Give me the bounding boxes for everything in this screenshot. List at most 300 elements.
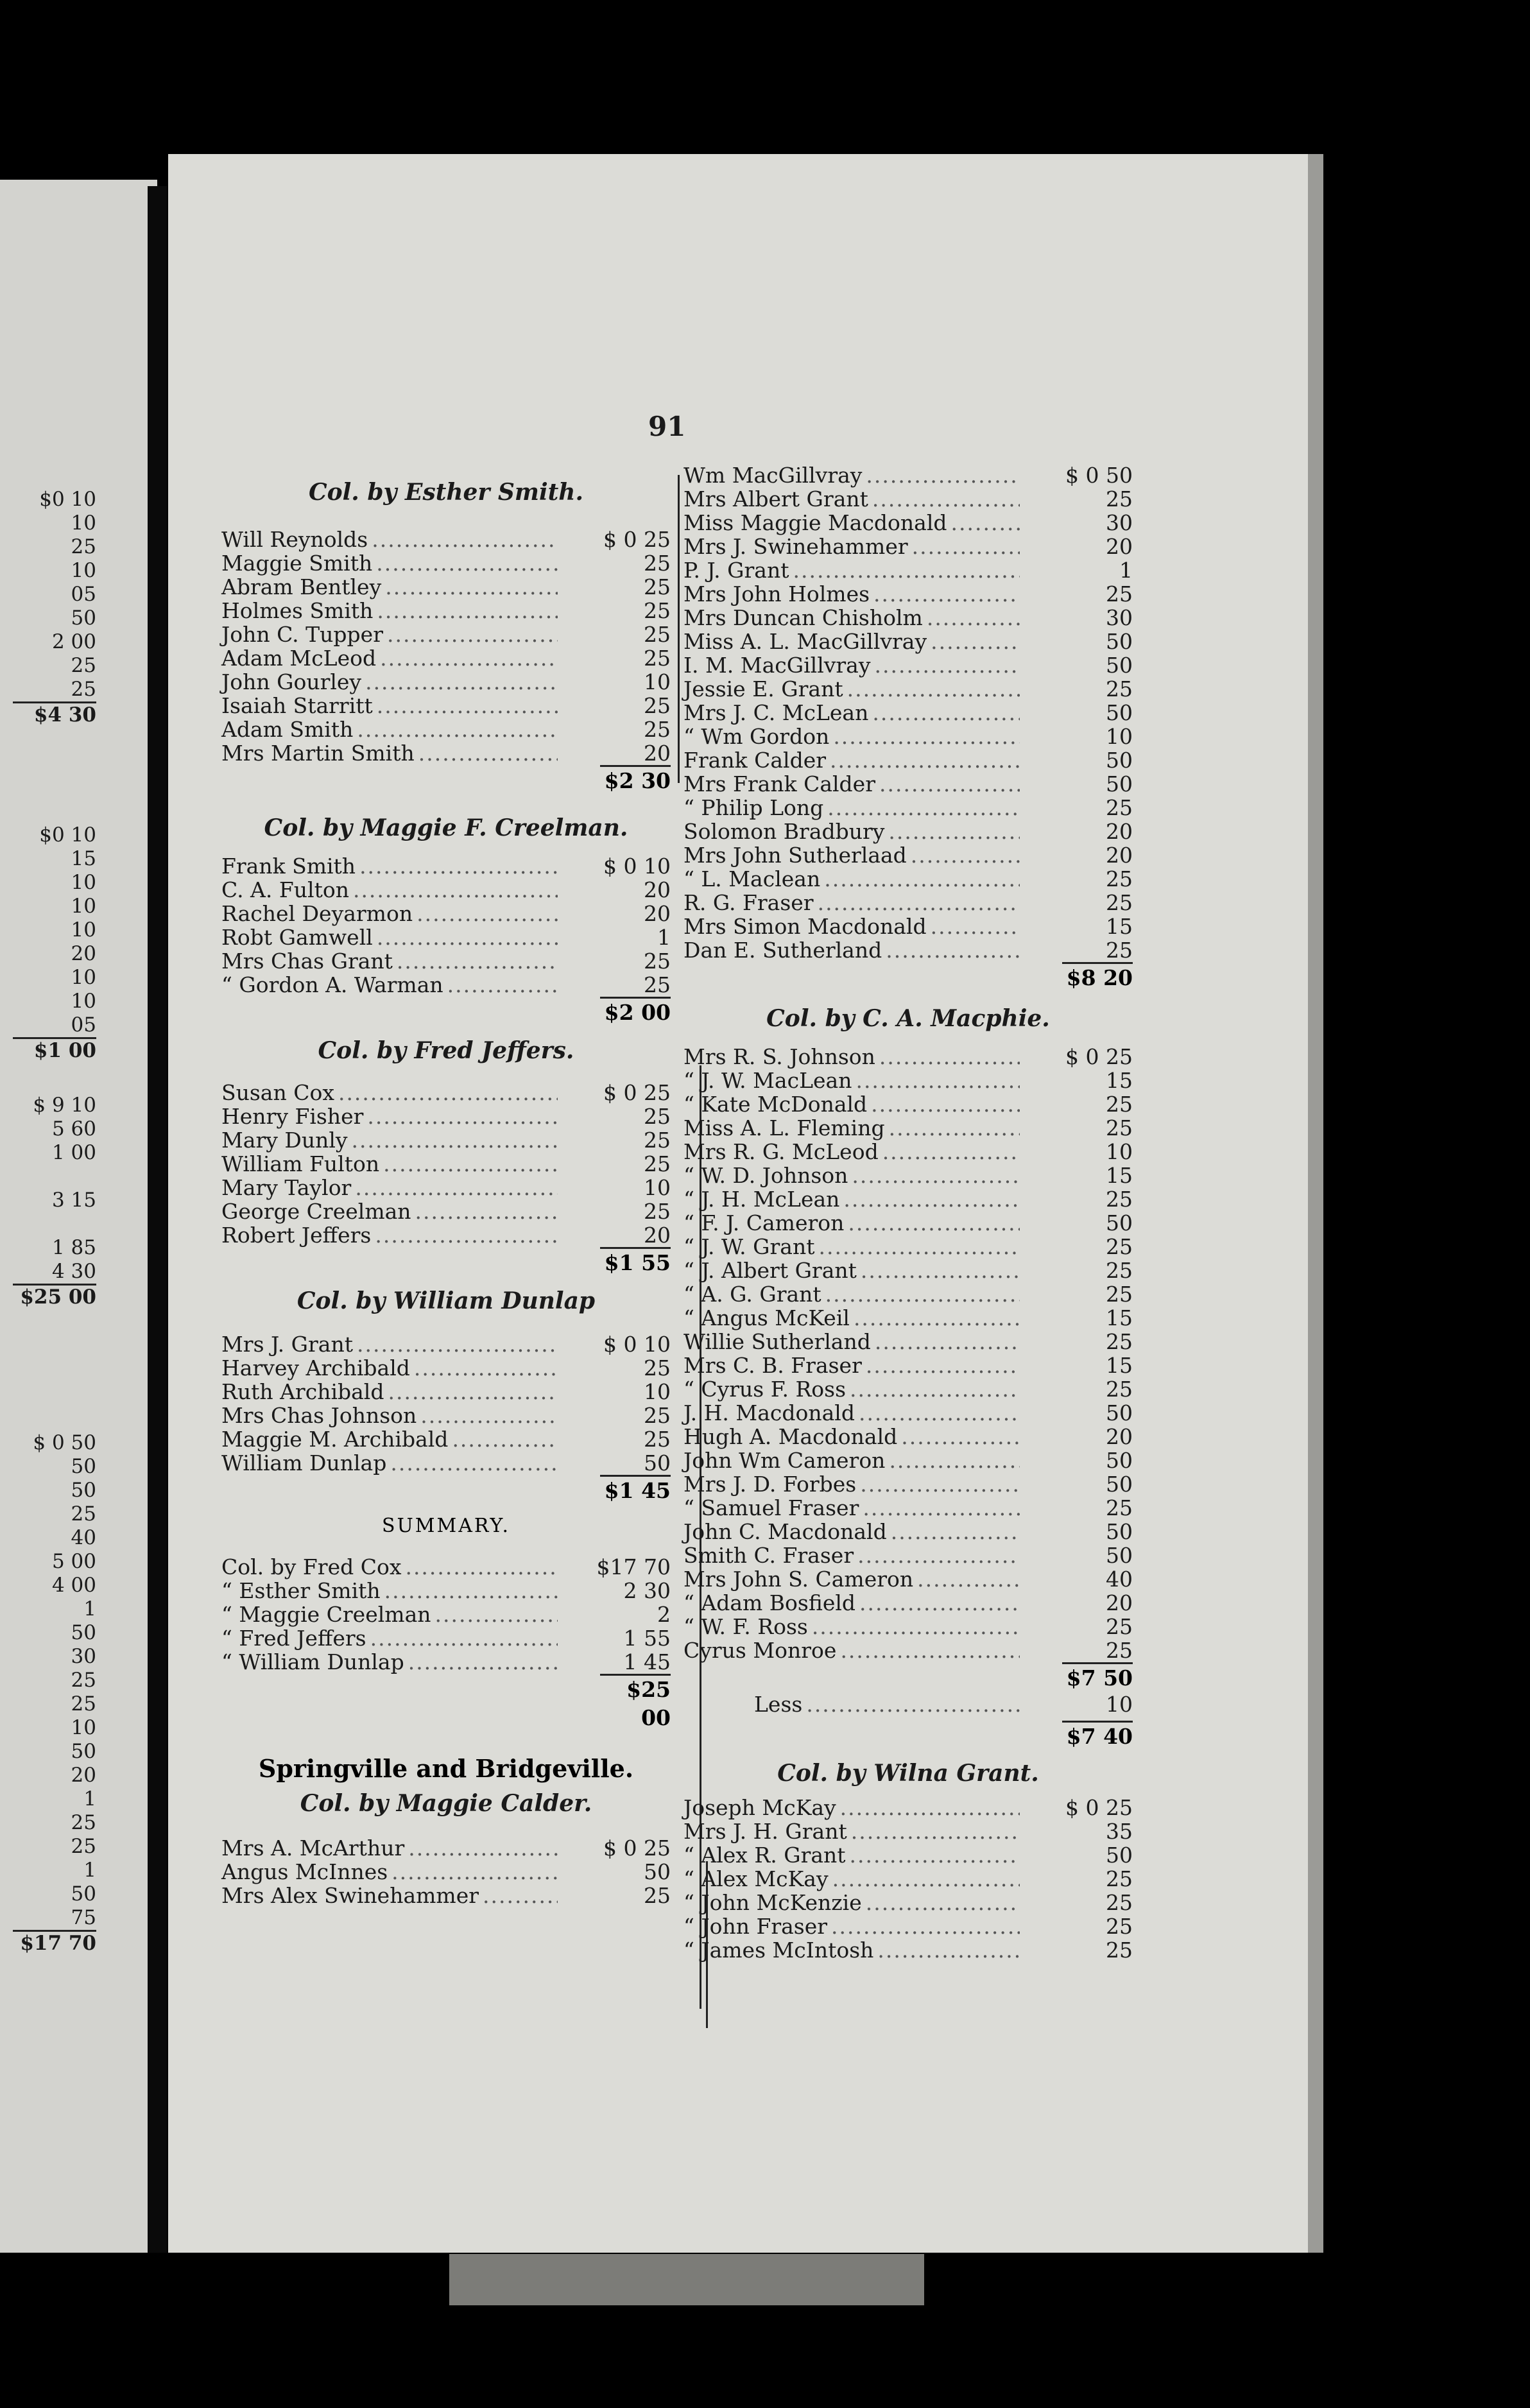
leader-dots — [912, 535, 1020, 558]
list-item — [683, 1401, 1133, 1425]
donation-amount: 50 — [1106, 653, 1133, 678]
leader-dots — [372, 528, 558, 551]
donor-name: William Dunlap — [221, 1450, 387, 1475]
donation-amount: 25 — [644, 717, 671, 742]
donation-amount: 10 — [644, 1379, 671, 1404]
wilna-list — [683, 1796, 1133, 1962]
donation-amount: 25 — [1106, 486, 1133, 512]
donation-amount: 50 — [1106, 1210, 1133, 1235]
donation-amount: 20 — [1106, 1424, 1133, 1449]
fred-jeffers-list — [221, 1081, 671, 1247]
donor-name: Miss Maggie Macdonald — [683, 510, 947, 535]
donation-amount: 2 — [657, 1602, 671, 1627]
donation-amount: 25 — [644, 598, 671, 623]
donor-name: “ J. Albert Grant — [683, 1258, 857, 1283]
donation-amount: 25 — [644, 622, 671, 647]
donation-amount: 10 — [1106, 1139, 1133, 1164]
list-item — [221, 925, 671, 949]
list-item — [683, 1914, 1133, 1938]
donation-amount: 50 — [1106, 1400, 1133, 1425]
leader-dots — [840, 1796, 1020, 1819]
donor-name: Mrs A. McArthur — [221, 1836, 405, 1861]
donor-name: C. A. Fulton — [221, 877, 349, 902]
leader-dots — [879, 772, 1020, 796]
donor-name: Jessie E. Grant — [683, 676, 843, 701]
donor-name: “ J. H. McLean — [683, 1187, 840, 1212]
fragment-amount: 20 — [71, 942, 96, 965]
donor-name: Harvey Archibald — [221, 1355, 410, 1380]
donation-amount: 25 — [1106, 1866, 1133, 1891]
donation-amount: 50 — [1106, 771, 1133, 796]
donor-name: Mrs J. Grant — [221, 1332, 353, 1357]
donation-amount: 25 — [1106, 1938, 1133, 1963]
fragment-amount: 5 00 — [51, 1550, 96, 1573]
list-item — [221, 1105, 671, 1128]
leader-dots — [818, 891, 1020, 915]
donor-name: “ John Fraser — [683, 1914, 828, 1939]
list-item — [683, 1520, 1133, 1544]
donation-amount: 20 — [644, 1223, 671, 1248]
fragment-amount: 10 — [71, 1716, 96, 1739]
fragment-amount: 30 — [71, 1645, 96, 1668]
leader-dots — [859, 1401, 1020, 1425]
fragment-amount: 50 — [71, 1479, 96, 1502]
donor-name: Miss A. L. MacGillvray — [683, 629, 927, 654]
donor-name: Mrs C. B. Fraser — [683, 1353, 862, 1378]
fragment-total-2: $1 00 — [13, 1037, 96, 1063]
list-item — [683, 701, 1133, 725]
fragment-amount: 50 — [71, 1740, 96, 1763]
leader-dots — [857, 1544, 1020, 1567]
leader-dots — [447, 973, 558, 997]
list-item — [221, 718, 671, 741]
donation-amount: 1 55 — [623, 1626, 671, 1651]
list-item — [221, 973, 671, 997]
fred-jeffers-total: $1 55 — [600, 1247, 671, 1277]
fragment-amount — [13, 1165, 96, 1189]
donor-name: “ L. Maclean — [683, 866, 821, 891]
leader-dots — [917, 1567, 1020, 1591]
list-item — [683, 511, 1133, 535]
top-list-total: $8 20 — [1062, 962, 1133, 992]
donation-amount: 10 — [1106, 724, 1133, 749]
macphie-subtotal: $7 50 — [1062, 1662, 1133, 1692]
list-item — [683, 725, 1133, 748]
summary-total: $25 00 — [600, 1674, 671, 1732]
leader-dots — [824, 867, 1020, 891]
leader-dots — [875, 1330, 1020, 1354]
donor-name: Maggie M. Archibald — [221, 1427, 449, 1452]
leader-dots — [863, 1496, 1020, 1520]
donor-name: Maggie Smith — [221, 551, 373, 576]
list-item — [683, 1330, 1133, 1354]
list-item — [683, 1211, 1133, 1235]
fragment-amount: 25 — [71, 1835, 96, 1858]
donation-amount: 25 — [1106, 890, 1133, 915]
leader-dots — [871, 1092, 1020, 1116]
list-item — [683, 1306, 1133, 1330]
leader-dots — [866, 463, 1020, 487]
leader-dots — [812, 1615, 1020, 1638]
donation-amount: 50 — [644, 1859, 671, 1884]
macphie-total: $7 40 — [1062, 1721, 1133, 1751]
list-item — [221, 694, 671, 718]
leader-dots — [355, 1176, 558, 1200]
donation-amount: 35 — [1106, 1819, 1133, 1844]
fragment-amount: 10 — [71, 559, 96, 582]
donor-name: Frank Calder — [683, 748, 826, 773]
donor-name: Mrs Simon Macdonald — [683, 914, 927, 939]
leader-dots — [391, 1860, 558, 1884]
donor-name: “ John McKenzie — [683, 1890, 862, 1915]
fragment-amount: 4 00 — [51, 1574, 96, 1597]
donor-name: R. G. Fraser — [683, 890, 814, 915]
fragment-amount: 2 00 — [51, 630, 96, 653]
william-dunlap-list — [221, 1332, 671, 1475]
list-item — [683, 1377, 1133, 1401]
donor-name: “ W. D. Johnson — [683, 1163, 848, 1188]
fragment-amount: 1 — [83, 1859, 96, 1882]
leader-dots — [875, 653, 1020, 677]
leader-dots — [405, 1555, 558, 1579]
column-divider-top — [678, 475, 680, 783]
leader-dots — [408, 1650, 558, 1674]
donation-amount: 25 — [1106, 1638, 1133, 1663]
leader-dots — [377, 599, 558, 623]
donor-name: “ Maggie Creelman — [221, 1602, 431, 1627]
fragment-total-3: $25 00 — [13, 1284, 96, 1309]
leader-dots — [847, 677, 1020, 701]
list-item — [683, 891, 1133, 915]
donor-name: Mrs R. S. Johnson — [683, 1044, 875, 1069]
leader-dots — [375, 1223, 558, 1247]
list-item — [221, 1380, 671, 1404]
donation-amount: 25 — [1106, 1495, 1133, 1520]
list-item — [683, 1187, 1133, 1211]
leader-dots — [872, 487, 1020, 511]
leader-dots — [866, 1891, 1020, 1914]
donation-amount: 50 — [1106, 629, 1133, 654]
donor-name: Adam McLeod — [221, 646, 377, 671]
donation-amount: $ 0 25 — [603, 527, 671, 552]
leader-dots — [365, 670, 558, 694]
leader-dots — [417, 902, 558, 925]
donation-amount: 10 — [644, 669, 671, 694]
donation-amount: 20 — [644, 877, 671, 902]
fragment-amount: 75 — [71, 1906, 96, 1929]
springville-title: Springville and Bridgeville. — [258, 1754, 634, 1783]
donor-name: “ J. W. Grant — [683, 1234, 815, 1259]
donation-amount: 50 — [1106, 1448, 1133, 1473]
list-item — [683, 677, 1133, 701]
donation-amount: 15 — [1106, 1305, 1133, 1330]
fragment-amount: 5 60 — [51, 1117, 96, 1140]
donor-name: Adam Smith — [221, 717, 354, 742]
donor-name: Joseph McKay — [683, 1795, 836, 1820]
leader-dots — [370, 1626, 558, 1650]
donor-name: Mrs Duncan Chisholm — [683, 605, 923, 630]
page-number: 91 — [648, 411, 686, 442]
donor-name: Mrs J. D. Forbes — [683, 1472, 857, 1497]
fragment-amount: 10 — [71, 918, 96, 942]
list-item — [683, 1938, 1133, 1962]
fragment-amount: 50 — [71, 1455, 96, 1478]
leader-dots — [889, 1449, 1020, 1472]
leader-dots — [376, 551, 558, 575]
summary-heading: SUMMARY. — [381, 1515, 511, 1537]
donor-name: Mrs John Holmes — [683, 581, 870, 606]
fragment-amount: 1 85 — [51, 1236, 96, 1259]
list-item — [683, 463, 1133, 487]
list-item — [683, 1615, 1133, 1638]
list-item — [683, 1867, 1133, 1891]
list-item — [221, 1603, 671, 1626]
leader-dots — [851, 1819, 1020, 1843]
list-item — [683, 1638, 1133, 1662]
donor-name: “ Samuel Fraser — [683, 1495, 859, 1520]
donor-name: “ Philip Long — [683, 795, 824, 820]
fragment-amount: 10 — [71, 512, 96, 535]
donor-name: Holmes Smith — [221, 598, 374, 623]
fragment-amount: 10 — [71, 966, 96, 989]
list-item — [221, 1860, 671, 1884]
fragment-amount: $ 9 10 — [33, 1094, 96, 1117]
leader-dots — [359, 854, 558, 878]
donor-name: P. J. Grant — [683, 558, 789, 583]
donor-name: “ Adam Bosfield — [683, 1590, 856, 1615]
leader-dots — [357, 718, 558, 741]
donation-amount: 25 — [644, 574, 671, 599]
donation-amount: 40 — [1106, 1567, 1133, 1592]
leader-dots — [384, 1579, 558, 1603]
donation-amount: 50 — [1106, 1843, 1133, 1868]
esther-list — [221, 528, 671, 765]
list-item — [221, 1332, 671, 1356]
fragment-amount: 1 — [83, 1787, 96, 1810]
list-item — [221, 1427, 671, 1451]
maggie-calder-list — [221, 1836, 671, 1907]
summary-list — [221, 1555, 671, 1674]
list-item — [683, 820, 1133, 843]
list-item — [221, 902, 671, 925]
donor-name: Mrs Alex Swinehammer — [221, 1883, 479, 1908]
list-item — [683, 1891, 1133, 1914]
leader-dots — [420, 1404, 558, 1427]
donor-name: Smith C. Fraser — [683, 1543, 854, 1568]
leader-dots — [843, 1187, 1020, 1211]
top-donor-list — [683, 463, 1133, 962]
fragment-group-4 — [13, 1431, 96, 1930]
leader-dots — [873, 582, 1020, 606]
list-item — [683, 1544, 1133, 1567]
list-item — [221, 1404, 671, 1427]
list-item — [221, 878, 671, 902]
leader-dots — [452, 1427, 558, 1451]
donor-name: Rachel Deyarmon — [221, 901, 413, 926]
list-item — [683, 582, 1133, 606]
donation-amount: $ 0 10 — [603, 1332, 671, 1357]
fragment-amount: 10 — [71, 990, 96, 1013]
donor-name: Mrs Albert Grant — [683, 486, 868, 512]
list-item — [221, 1650, 671, 1674]
donation-amount: 25 — [1106, 1282, 1133, 1307]
donation-amount: 20 — [644, 741, 671, 766]
donor-name: “ W. F. Ross — [683, 1614, 808, 1639]
donor-name: “ Kate McDonald — [683, 1092, 868, 1117]
leader-dots — [886, 938, 1020, 962]
donor-name: “ William Dunlap — [221, 1649, 404, 1674]
leader-dots — [877, 1938, 1020, 1962]
donor-name: Mrs J. Swinehammer — [683, 534, 908, 559]
leader-dots — [818, 1235, 1020, 1259]
donation-amount: $ 0 50 — [1065, 463, 1133, 488]
william-dunlap-total: $1 45 — [600, 1475, 671, 1505]
donation-amount: 25 — [644, 551, 671, 576]
list-item — [683, 1843, 1133, 1867]
donation-amount: 25 — [1106, 1329, 1133, 1354]
donation-amount: 25 — [644, 693, 671, 718]
list-item — [221, 575, 671, 599]
donor-name: Mrs Chas Grant — [221, 949, 393, 974]
donor-name: “ Esther Smith — [221, 1578, 381, 1603]
donation-amount: 50 — [1106, 1543, 1133, 1568]
donation-amount: 25 — [1106, 1890, 1133, 1915]
fragment-amount: 10 — [71, 895, 96, 918]
donor-name: Miss A. L. Fleming — [683, 1115, 885, 1140]
list-item — [683, 653, 1133, 677]
donation-amount: 20 — [1106, 819, 1133, 844]
donor-name: Willie Sutherland — [683, 1329, 871, 1354]
donation-amount: 25 — [644, 1355, 671, 1380]
donor-name: Frank Smith — [221, 854, 356, 879]
donor-name: Wm MacGillvray — [683, 463, 863, 488]
list-item — [221, 1626, 671, 1650]
leader-dots — [377, 694, 558, 718]
leader-dots — [414, 1356, 558, 1380]
donation-amount: 20 — [1106, 1590, 1133, 1615]
donation-amount: $ 0 10 — [603, 854, 671, 879]
donor-name: John Gourley — [221, 669, 362, 694]
list-item — [221, 1836, 671, 1860]
fragment-amount: 25 — [71, 654, 96, 677]
donation-amount: 25 — [1106, 1187, 1133, 1212]
leader-dots — [872, 701, 1020, 725]
list-item — [221, 551, 671, 575]
donation-amount: 25 — [644, 1403, 671, 1428]
leader-dots — [901, 1425, 1020, 1449]
leader-dots — [840, 1638, 1020, 1662]
donation-amount: 25 — [1106, 581, 1133, 606]
donor-name: Susan Cox — [221, 1080, 334, 1105]
fragment-amount: 1 — [83, 1597, 96, 1621]
donor-name: Angus McInnes — [221, 1859, 388, 1884]
list-item — [683, 1354, 1133, 1377]
donation-amount: 50 — [644, 1450, 671, 1475]
maggie-creelman-list — [221, 854, 671, 997]
donor-name: Abram Bentley — [221, 574, 382, 599]
donor-name: “ Cyrus F. Ross — [683, 1377, 847, 1402]
leader-dots — [854, 1306, 1020, 1330]
donation-amount: 25 — [1106, 866, 1133, 891]
donation-amount: 15 — [1106, 1068, 1133, 1093]
leader-dots — [850, 1843, 1020, 1867]
list-item — [221, 1356, 671, 1380]
fragment-amount: $ 0 50 — [33, 1431, 96, 1454]
donation-amount: 25 — [1106, 1914, 1133, 1939]
fragment-amount: 1 00 — [51, 1141, 96, 1164]
donation-amount: $ 0 25 — [603, 1836, 671, 1861]
donation-amount: 25 — [644, 1104, 671, 1129]
donor-name: Cyrus Monroe — [683, 1638, 837, 1663]
leader-dots — [418, 741, 558, 765]
fragment-amount: 25 — [71, 678, 96, 701]
donor-name: “ Fred Jeffers — [221, 1626, 366, 1651]
left-fragment-column — [13, 488, 96, 1956]
donor-name: “ Alex R. Grant — [683, 1843, 846, 1868]
donation-amount: 15 — [1106, 914, 1133, 939]
donation-amount: $17 70 — [596, 1554, 671, 1579]
list-item — [683, 1259, 1133, 1282]
donation-amount: 25 — [1106, 1234, 1133, 1259]
fragment-group-2 — [13, 823, 96, 1037]
fragment-amount: 50 — [71, 606, 96, 630]
list-item — [683, 1796, 1133, 1819]
list-item — [683, 558, 1133, 582]
donation-amount: 25 — [1106, 1115, 1133, 1140]
donation-amount: 20 — [1106, 843, 1133, 868]
fragment-amount: 4 30 — [51, 1260, 96, 1283]
donation-amount: 25 — [644, 972, 671, 997]
fragment-amount: 20 — [71, 1764, 96, 1787]
leader-dots — [793, 558, 1020, 582]
donation-amount: 30 — [1106, 510, 1133, 535]
fragment-amount: 25 — [71, 1502, 96, 1526]
right-column — [683, 463, 1133, 1962]
donor-name: Henry Fisher — [221, 1104, 364, 1129]
leader-dots — [927, 606, 1020, 630]
donation-amount: 25 — [644, 1427, 671, 1452]
list-item — [683, 535, 1133, 558]
donation-amount: $ 0 25 — [1065, 1795, 1133, 1820]
list-item — [221, 1176, 671, 1200]
leader-dots — [850, 1377, 1020, 1401]
leader-dots — [367, 1105, 558, 1128]
list-item — [221, 741, 671, 765]
leader-dots — [830, 748, 1020, 772]
leader-dots — [866, 1354, 1020, 1377]
fragment-amount: 10 — [71, 871, 96, 894]
donor-name: “ A. G. Grant — [683, 1282, 821, 1307]
donation-amount: 1 — [1119, 558, 1133, 583]
list-item — [683, 1567, 1133, 1591]
donor-name: “ Wm Gordon — [683, 724, 830, 749]
list-item — [683, 1045, 1133, 1069]
donation-amount: 25 — [644, 646, 671, 671]
leader-dots — [825, 1282, 1020, 1306]
fragment-amount: $0 10 — [39, 488, 96, 511]
donation-amount: 25 — [1106, 676, 1133, 701]
leader-dots — [833, 725, 1020, 748]
donor-name: John C. Macdonald — [683, 1519, 887, 1544]
donor-name: Will Reynolds — [221, 527, 368, 552]
donor-name: Col. by Fred Cox — [221, 1554, 402, 1579]
fragment-group-3 — [13, 1094, 96, 1284]
leader-dots — [891, 1520, 1020, 1544]
donor-name: Mrs J. H. Grant — [683, 1819, 847, 1844]
fragment-group-1 — [13, 488, 96, 701]
donor-name: Mrs R. G. McLeod — [683, 1139, 879, 1164]
fragment-amount: 25 — [71, 1692, 96, 1716]
